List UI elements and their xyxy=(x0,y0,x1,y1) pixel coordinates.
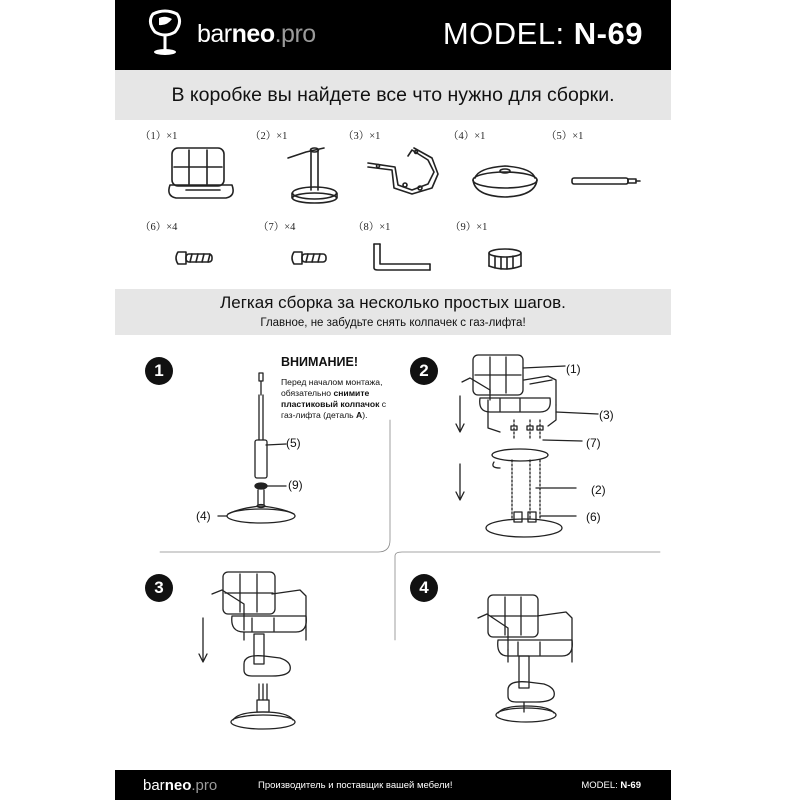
step2-label-7: (7) xyxy=(586,436,601,450)
part-label: （6）×4 xyxy=(140,222,178,233)
step2-label-2: (2) xyxy=(591,483,606,497)
step-number-badge: 4 xyxy=(410,574,438,602)
step3-drawing xyxy=(199,572,306,729)
part-label: （5）×1 xyxy=(546,131,584,142)
steps-section-subtitle: Главное, не забудьте снять колпачек с газ-лифта! xyxy=(260,317,526,329)
footer-model: MODEL: N-69 xyxy=(581,780,641,791)
step2-label-1: (1) xyxy=(566,362,581,376)
steps-section-title: Легкая сборка за несколько простых шагов. xyxy=(220,293,566,312)
step1-label-5: (5) xyxy=(286,436,301,450)
part-label: （9）×1 xyxy=(450,222,488,233)
model-title: MODEL: N-69 xyxy=(442,16,643,51)
warning-text: Перед началом монтажа, обязательно снимите пластиковый колпачок с газ-лифта (деталь A). xyxy=(281,377,387,420)
step-divider-line xyxy=(395,552,660,640)
footer-brand-logo: barneo.pro xyxy=(143,777,218,794)
step1-label-9: (9) xyxy=(288,478,303,492)
parts-section-title: В коробке вы найдете все что нужно для сборки. xyxy=(171,84,615,106)
part-label: （3）×1 xyxy=(343,131,381,142)
warning-title: ВНИМАНИЕ! xyxy=(281,355,358,369)
step-number-badge: 2 xyxy=(410,357,438,385)
part-label: （7）×4 xyxy=(258,222,296,233)
part-label: （2）×1 xyxy=(250,131,288,142)
step2-drawing xyxy=(456,355,598,537)
part-label: （4）×1 xyxy=(448,131,486,142)
step-number-badge: 1 xyxy=(145,357,173,385)
step2-label-3: (3) xyxy=(599,408,614,422)
step2-label-6: (6) xyxy=(586,510,601,524)
step-number-badge: 3 xyxy=(145,574,173,602)
step1-label-4: (4) xyxy=(196,509,211,523)
step4-drawing xyxy=(478,595,572,722)
part-label: （8）×1 xyxy=(353,222,391,233)
footer-tagline: Производитель и поставщик вашей мебели! xyxy=(258,780,453,791)
step1-drawing xyxy=(218,373,295,523)
brand-logo: barneo.pro xyxy=(197,20,316,48)
footer-bar xyxy=(115,770,671,800)
part-label: （1）×1 xyxy=(140,131,178,142)
